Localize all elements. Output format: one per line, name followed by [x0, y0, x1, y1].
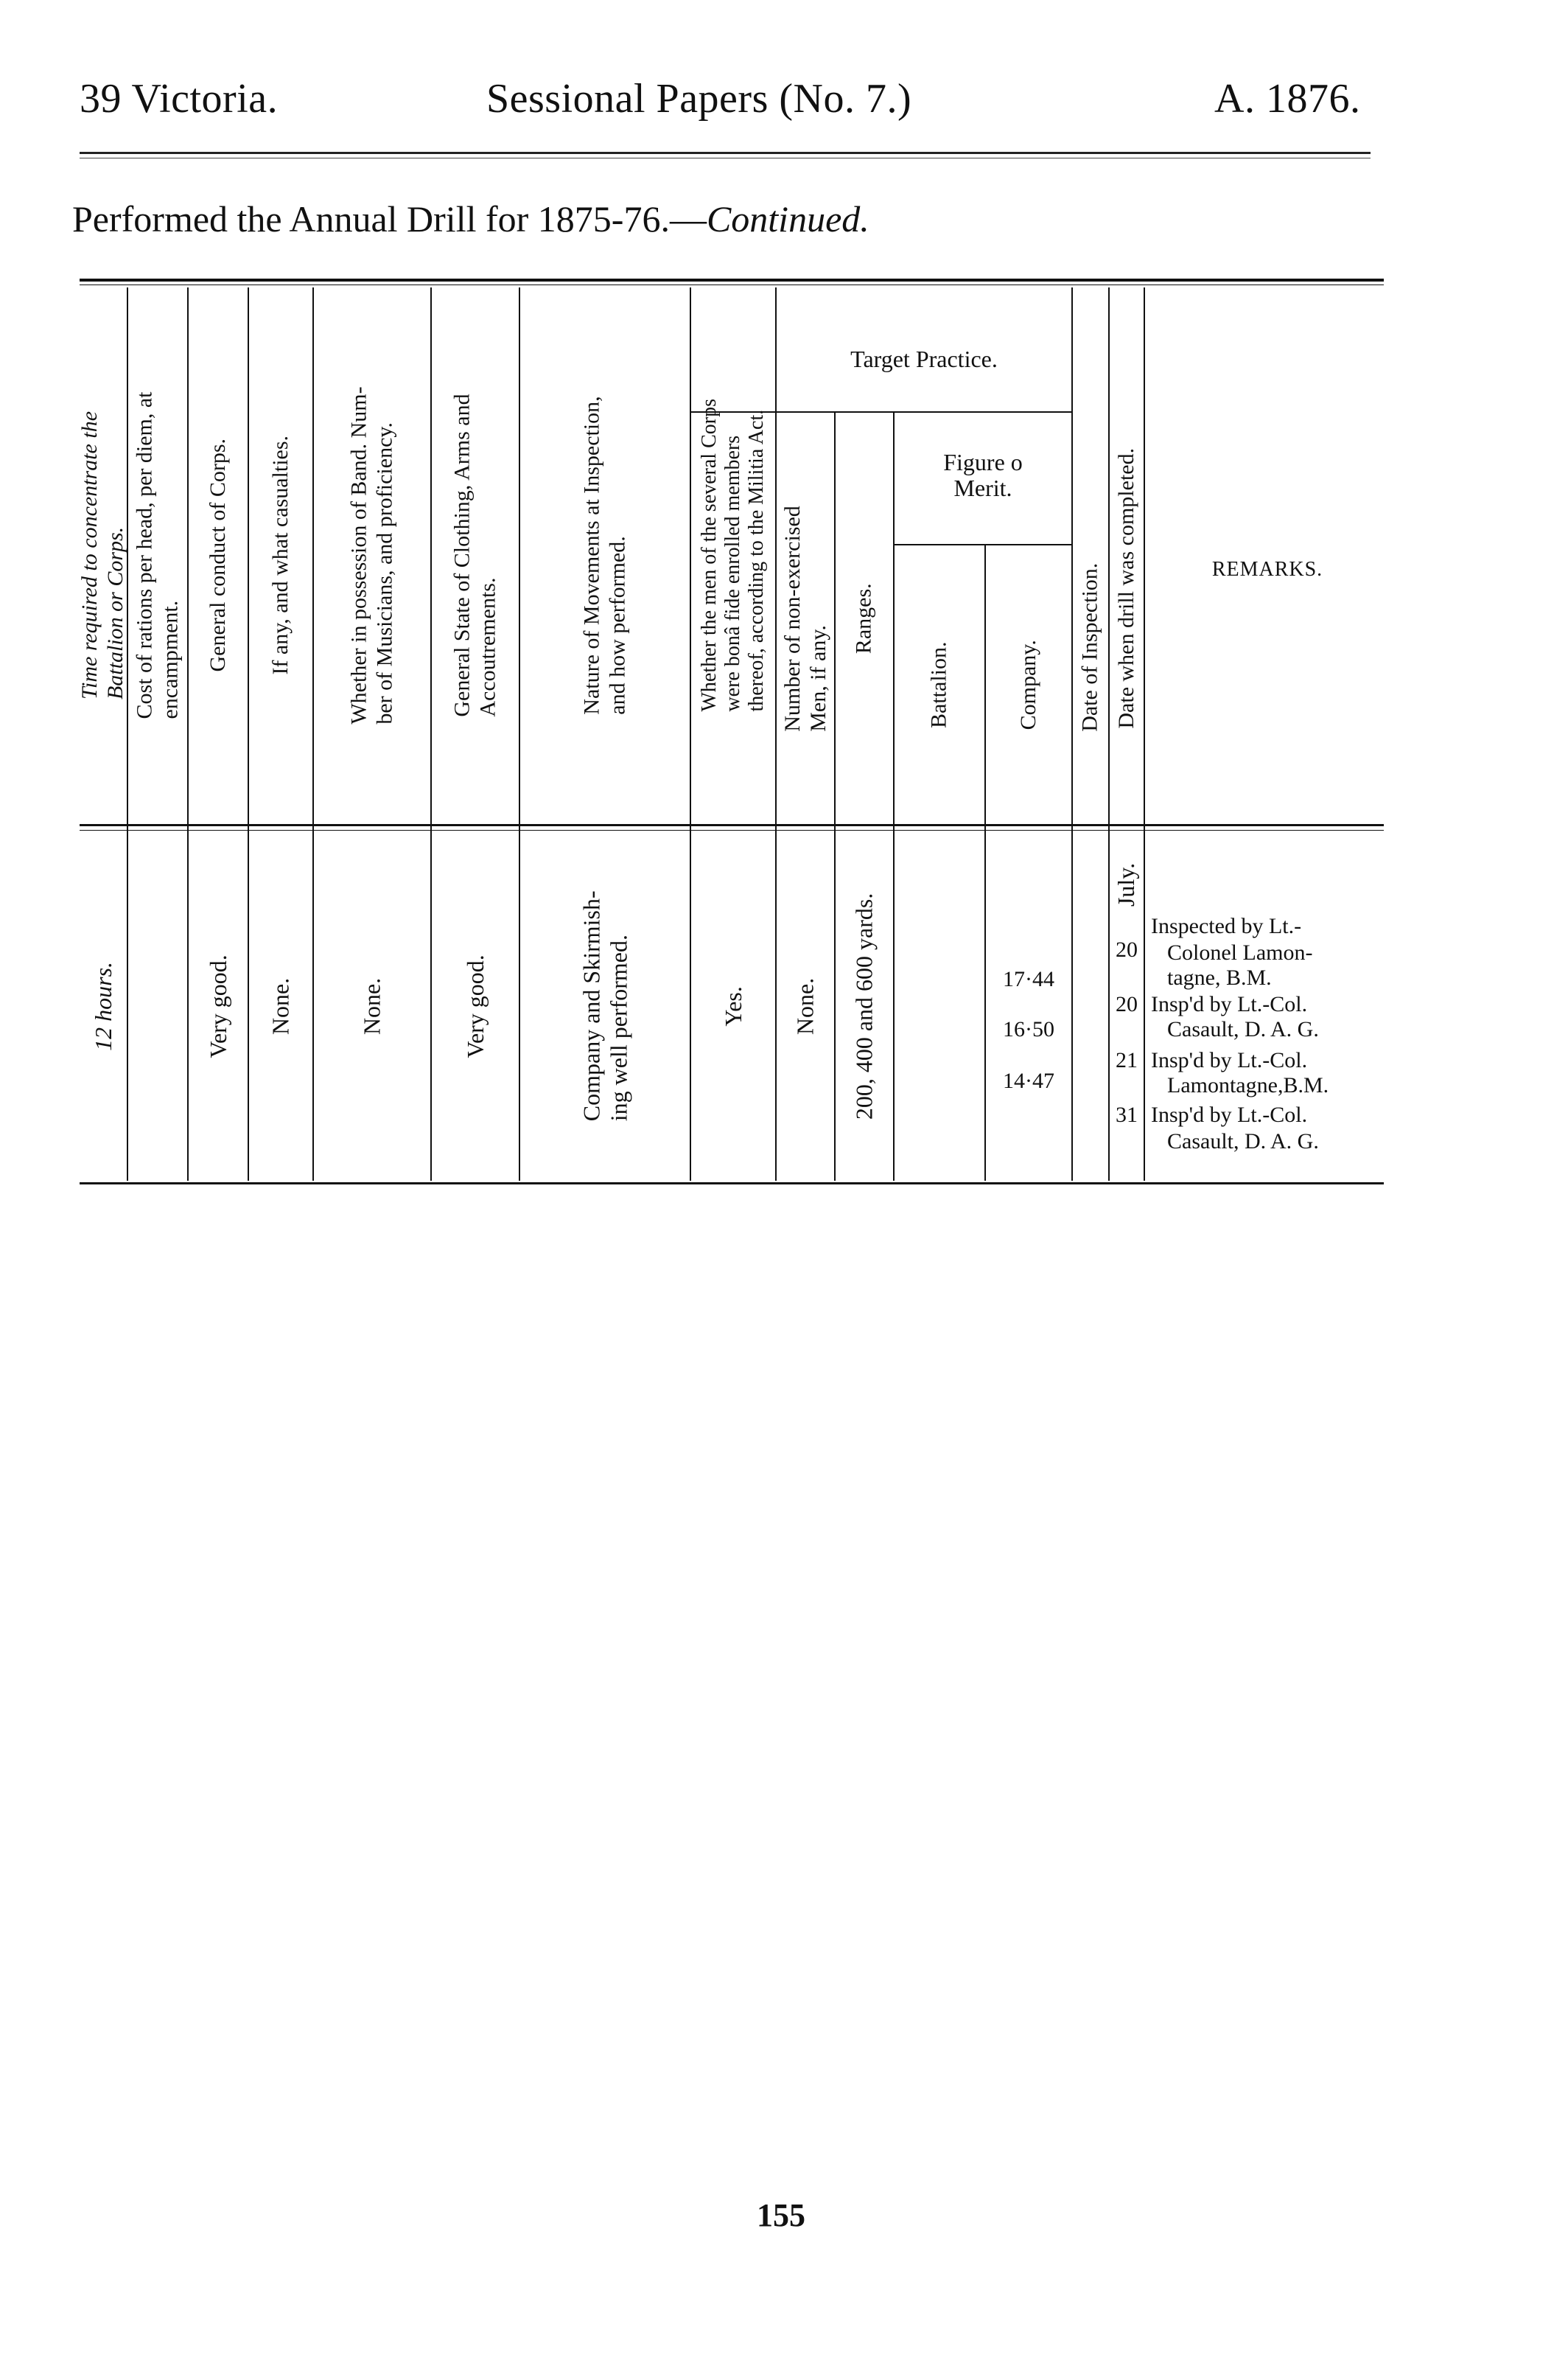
col-header-band — [314, 287, 430, 823]
cell-band: None. — [358, 977, 385, 1035]
cell-bonafide: Yes. — [719, 985, 746, 1027]
col-header-cost-line2: encampment. — [158, 600, 183, 719]
col-header-fom-line1: Figure o — [943, 449, 1023, 475]
cell-time: 12 hours. — [89, 961, 116, 1051]
col-rule — [1144, 287, 1145, 1181]
figure-of-merit-rule — [893, 544, 1071, 545]
col-header-bonafide — [691, 287, 775, 823]
col-header-cost — [128, 287, 187, 823]
day-completed: 31 — [1116, 1103, 1138, 1127]
day-completed: 20 — [1116, 992, 1138, 1016]
col-header-movements-line1: Nature of Movements at Inspection, — [579, 395, 604, 715]
col-header-ranges: Ranges. — [851, 583, 876, 654]
day-completed: 21 — [1116, 1048, 1138, 1072]
col-header-bonafide-line2: were bonâ fide enrolled members — [721, 435, 744, 712]
col-header-date-inspection: Date of Inspection. — [1077, 562, 1102, 732]
col-header-casualties: If any, and what casualties. — [267, 435, 293, 675]
cell-conduct: Very good. — [204, 954, 231, 1058]
col-header-band-line1: Whether in possession of Band. Num- — [346, 385, 371, 725]
cell-battalion — [895, 833, 984, 1179]
header-rule — [80, 152, 1371, 154]
cell-clothing: Very good. — [461, 954, 489, 1058]
header-year: A. 1876. — [1214, 76, 1361, 122]
table-bottom-rule — [80, 1182, 1384, 1184]
remarks-line: Lamontagne,B.M. — [1167, 1073, 1329, 1097]
col-header-nonexercised — [777, 414, 834, 823]
header-bottom-rule-thin — [80, 830, 1384, 831]
remarks-line: Casault, D. A. G. — [1167, 1017, 1319, 1041]
cell-movements-line2: ing well performed. — [605, 935, 631, 1122]
remarks-line: Inspected by Lt.- — [1151, 914, 1302, 938]
cell-movements — [520, 833, 690, 1179]
col-header-conduct: General conduct of Corps. — [205, 438, 230, 672]
cell-movements-line1: Company and Skirmish- — [578, 890, 605, 1122]
col-header-battalion: Battalion. — [926, 641, 951, 728]
col-header-fom-line2: Merit. — [953, 475, 1012, 502]
col-header-clothing-line1: General State of Clothing, Arms and — [449, 393, 475, 717]
cell-ranges: 200, 400 and 600 yards. — [850, 893, 878, 1120]
target-practice-rule — [775, 411, 1071, 413]
header-volume: 39 Victoria. — [80, 76, 279, 122]
col-header-bonafide-line3: thereof, according to the Militia Act. — [745, 409, 769, 712]
remarks-line: Insp'd by Lt.-Col. — [1151, 992, 1308, 1016]
col-header-clothing — [432, 287, 519, 823]
col-header-bonafide-line1: Whether the men of the several Corps — [697, 398, 721, 712]
col-header-band-line2: ber of Musicians, and proficiency. — [372, 422, 397, 725]
col-header-cost-line1: Cost of rations per head, per diem, at — [132, 391, 157, 719]
cell-cost — [128, 833, 187, 1179]
cell-nonexercised: None. — [791, 977, 819, 1035]
remarks-line: Casault, D. A. G. — [1167, 1129, 1319, 1153]
table-top-rule — [80, 279, 1384, 282]
col-header-target-practice: Target Practice. — [850, 346, 998, 372]
company-score: 14·47 — [1003, 1069, 1054, 1093]
remarks-line: Insp'd by Lt.-Col. — [1151, 1048, 1308, 1072]
col-header-movements-line2: and how performed. — [605, 535, 630, 715]
col-header-time-line2: Battalion or Corps. — [103, 526, 127, 699]
cell-month: July. — [1113, 862, 1140, 907]
day-completed: 20 — [1116, 938, 1138, 962]
remarks-line: tagne, B.M. — [1167, 966, 1272, 990]
col-header-time-line1: Time required to concentrate the — [77, 411, 102, 699]
remarks-line: Insp'd by Lt.-Col. — [1151, 1103, 1308, 1127]
cell-casualties: None. — [267, 977, 294, 1035]
col-header-remarks: REMARKS. — [1211, 558, 1323, 581]
col-header-date-drill: Date when drill was completed. — [1113, 447, 1138, 729]
company-score: 16·50 — [1003, 1017, 1054, 1041]
remarks-line: Colonel Lamon- — [1167, 940, 1313, 965]
col-header-movements — [520, 287, 690, 823]
header-bottom-rule — [80, 824, 1384, 826]
page-subtitle: Performed the Annual Drill for 1875-76.—Continued. — [72, 198, 869, 240]
page-number: 155 — [757, 2197, 805, 2233]
header-title: Sessional Papers (No. 7.) — [486, 76, 912, 122]
col-header-figure-of-merit — [895, 450, 1071, 501]
col-header-nonexercised-line1: Number of non-exercised — [780, 505, 805, 732]
col-header-company: Company. — [1015, 639, 1040, 730]
col-header-time — [77, 287, 127, 823]
col-header-clothing-line2: Accoutrements. — [475, 577, 500, 717]
company-score: 17·44 — [1003, 967, 1054, 991]
col-header-nonexercised-line2: Men, if any. — [805, 624, 830, 732]
